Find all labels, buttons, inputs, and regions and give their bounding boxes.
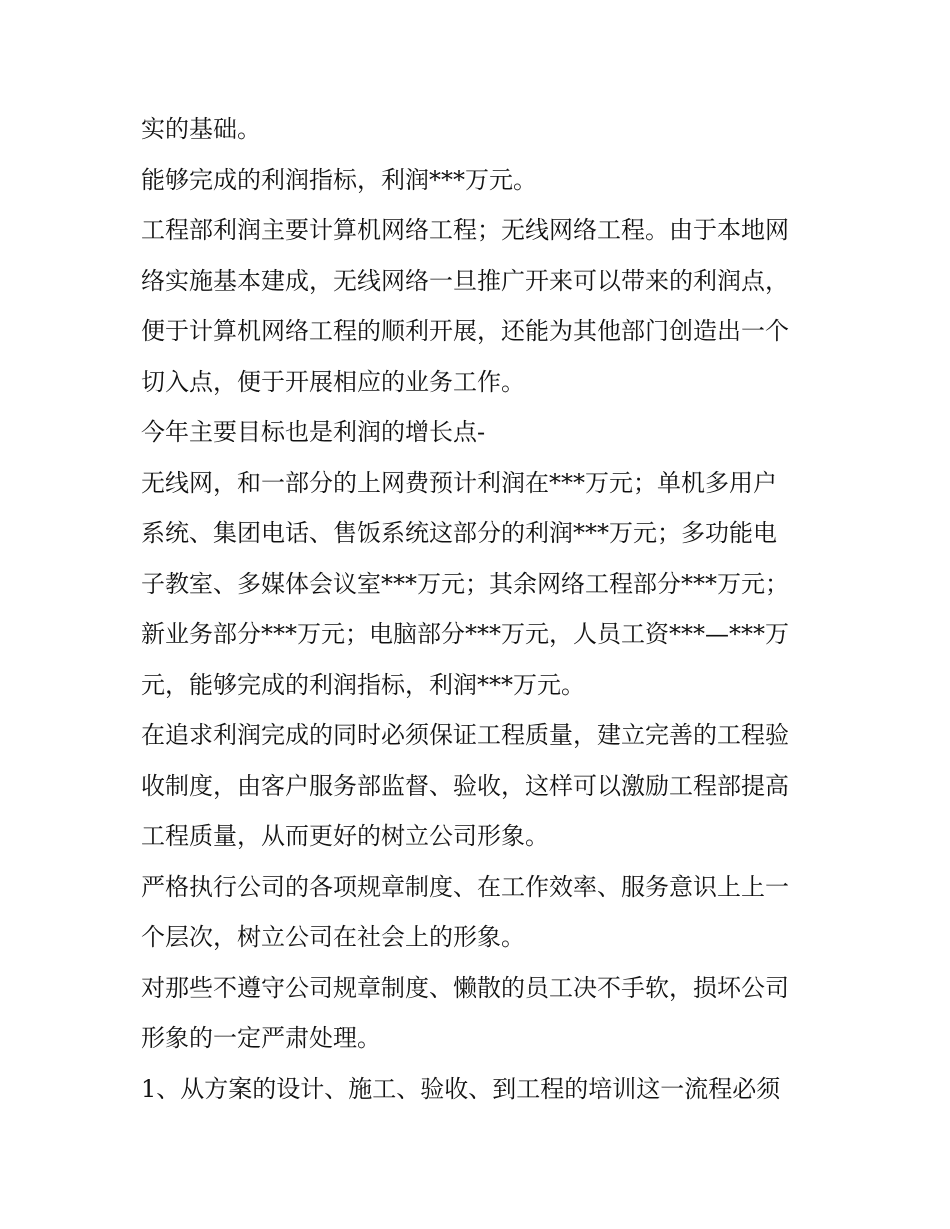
text-line: 对那些不遵守公司规章制度、懒散的员工决不手软，损坏公司 (141, 973, 789, 1002)
text-line: 形象的一定严肃处理。 (141, 1024, 381, 1052)
text-line: 切入点，便于开展相应的业务工作。 (141, 367, 525, 396)
text-line: 在追求利润完成的同时必须保证工程质量，建立完善的工程验 (141, 721, 789, 749)
text-line: 无线网，和一部分的上网费预计利润在***万元；单机多用户 (141, 468, 777, 497)
body-text (141, 104, 831, 1114)
text-line: 便于计算机网络工程的顺利开展，还能为其他部门创造出一个 (141, 317, 789, 345)
text-line: 实的基础。 (141, 115, 261, 143)
text-line: 络实施基本建成，无线网络一旦推广开来可以带来的利润点， (141, 266, 789, 295)
text-line: 能够完成的利润指标，利润***万元。 (141, 165, 537, 194)
text-line: 收制度，由客户服务部监督、验收，这样可以激励工程部提高 (141, 771, 789, 800)
text-line: 个层次，树立公司在社会上的形象。 (141, 923, 525, 951)
text-line: 工程质量，从而更好的树立公司形象。 (141, 822, 549, 850)
text-line: 严格执行公司的各项规章制度、在工作效率、服务意识上上一 (141, 872, 789, 901)
text-line: 今年主要目标也是利润的增长点- (141, 418, 486, 446)
text-line: 子教室、多媒体会议室***万元；其余网络工程部分***万元； (141, 569, 789, 598)
text-line: 1、从方案的设计、施工、验收、到工程的培训这一流程必须 (141, 1074, 781, 1103)
text-line: 新业务部分***万元；电脑部分***万元，人员工资***—***万 (141, 620, 789, 648)
text-line: 元，能够完成的利润指标，利润***万元。 (141, 670, 585, 699)
text-line: 工程部利润主要计算机网络工程；无线网络工程。由于本地网 (141, 216, 789, 244)
text-line: 系统、集团电话、售饭系统这部分的利润***万元；多功能电 (141, 519, 777, 547)
